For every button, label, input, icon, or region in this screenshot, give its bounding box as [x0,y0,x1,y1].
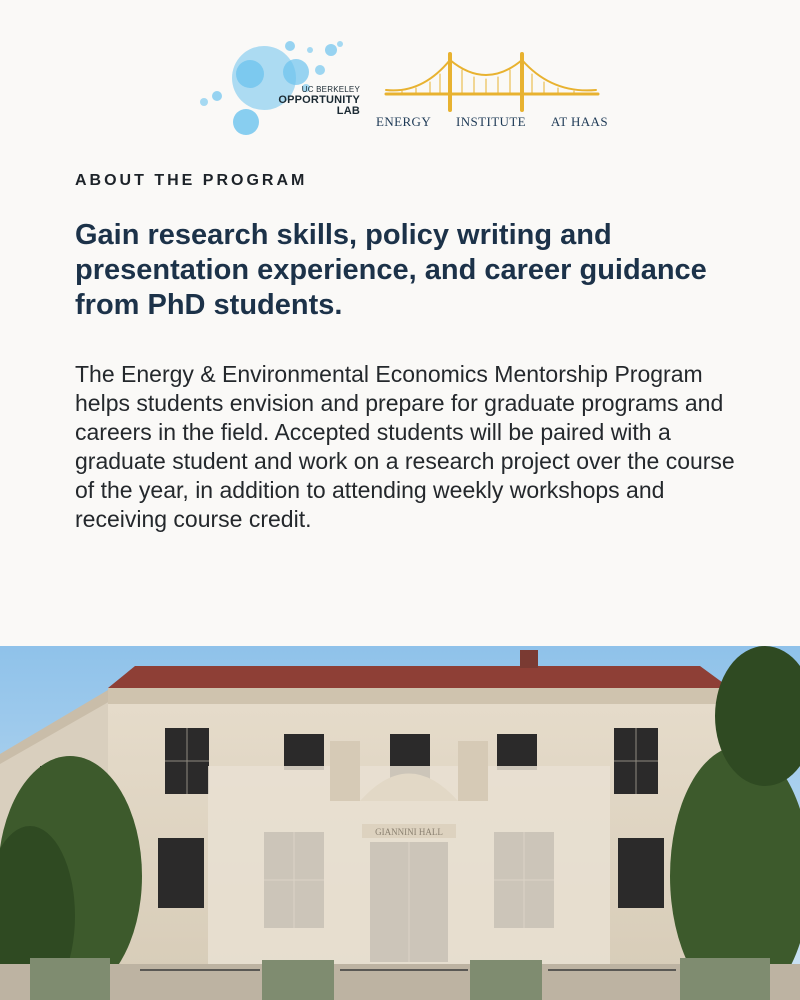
logo-line-2: OPPORTUNITY LAB [278,94,360,117]
program-description: The Energy & Environmental Economics Mentorship Program helps students envision and prepare for graduate programs and careers in the field. Accepted students will be paired with a graduate student and work on a research project over the course of the year, in addition to attending weekly workshops and receiving course credit. [75,361,735,532]
section-eyebrow: ABOUT THE PROGRAM [75,172,308,189]
logo-word-at-haas: AT HAAS [550,114,608,129]
logo-line-1: UC BERKELEY [301,85,360,94]
logo-bar [0,28,800,138]
bridge-icon [382,50,602,112]
building-engraving: GIANNINI HALL [375,827,443,837]
logo-word-institute: INSTITUTE [455,114,527,129]
page-headline: Gain research skills, policy writing and presentation experience, and career guidance from PhD students. [75,219,707,321]
opportunity-lab-logo [190,36,360,136]
energy-institute-logo [376,50,608,140]
logo-word-energy: ENERGY [376,114,432,129]
building-photo [0,646,800,1000]
